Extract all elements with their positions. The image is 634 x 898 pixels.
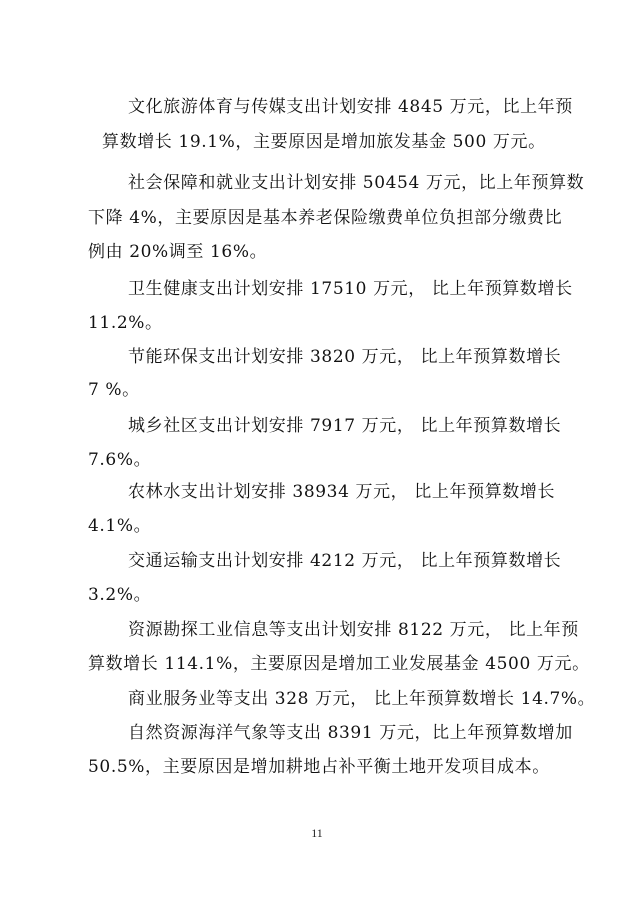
paragraph-4-line-2: 7 %。: [88, 380, 140, 400]
paragraph-2-line-2: 下降 4%，主要原因是基本养老保险缴费单位负担部分缴费比: [88, 208, 563, 228]
paragraph-6-line-2: 4.1%。: [88, 516, 152, 536]
paragraph-1-line-1: 文化旅游体育与传媒支出计划安排 4845 万元，比上年预: [128, 97, 573, 117]
paragraph-2-line-1: 社会保障和就业支出计划安排 50454 万元，比上年预算数: [128, 173, 585, 193]
paragraph-10-line-2: 50.5%，主要原因是增加耕地占补平衡土地开发项目成本。: [88, 757, 550, 777]
paragraph-6-line-1: 农林水支出计划安排 38934 万元， 比上年预算数增长: [128, 482, 556, 502]
paragraph-4-line-1: 节能环保支出计划安排 3820 万元， 比上年预算数增长: [128, 347, 562, 367]
paragraph-8-line-1: 资源勘探工业信息等支出计划安排 8122 万元， 比上年预: [128, 620, 579, 640]
paragraph-10-line-1: 自然资源海洋气象等支出 8391 万元，比上年预算数增加: [128, 723, 573, 743]
paragraph-8-line-2: 算数增长 114.1%，主要原因是增加工业发展基金 4500 万元。: [88, 654, 590, 674]
page-number: 11: [311, 826, 323, 840]
paragraph-7-line-1: 交通运输支出计划安排 4212 万元， 比上年预算数增长: [128, 551, 562, 571]
paragraph-5-line-1: 城乡社区支出计划安排 7917 万元， 比上年预算数增长: [128, 416, 562, 436]
paragraph-9-line-1: 商业服务业等支出 328 万元， 比上年预算数增长 14.7%。: [128, 689, 596, 709]
paragraph-3-line-2: 11.2%。: [88, 313, 163, 333]
paragraph-3-line-1: 卫生健康支出计划安排 17510 万元， 比上年预算数增长: [128, 279, 573, 299]
paragraph-1-line-2: 算数增长 19.1%，主要原因是增加旅发基金 500 万元。: [102, 132, 546, 152]
paragraph-7-line-2: 3.2%。: [88, 585, 152, 605]
paragraph-2-line-3: 例由 20%调至 16%。: [88, 242, 268, 262]
paragraph-5-line-2: 7.6%。: [88, 450, 152, 470]
